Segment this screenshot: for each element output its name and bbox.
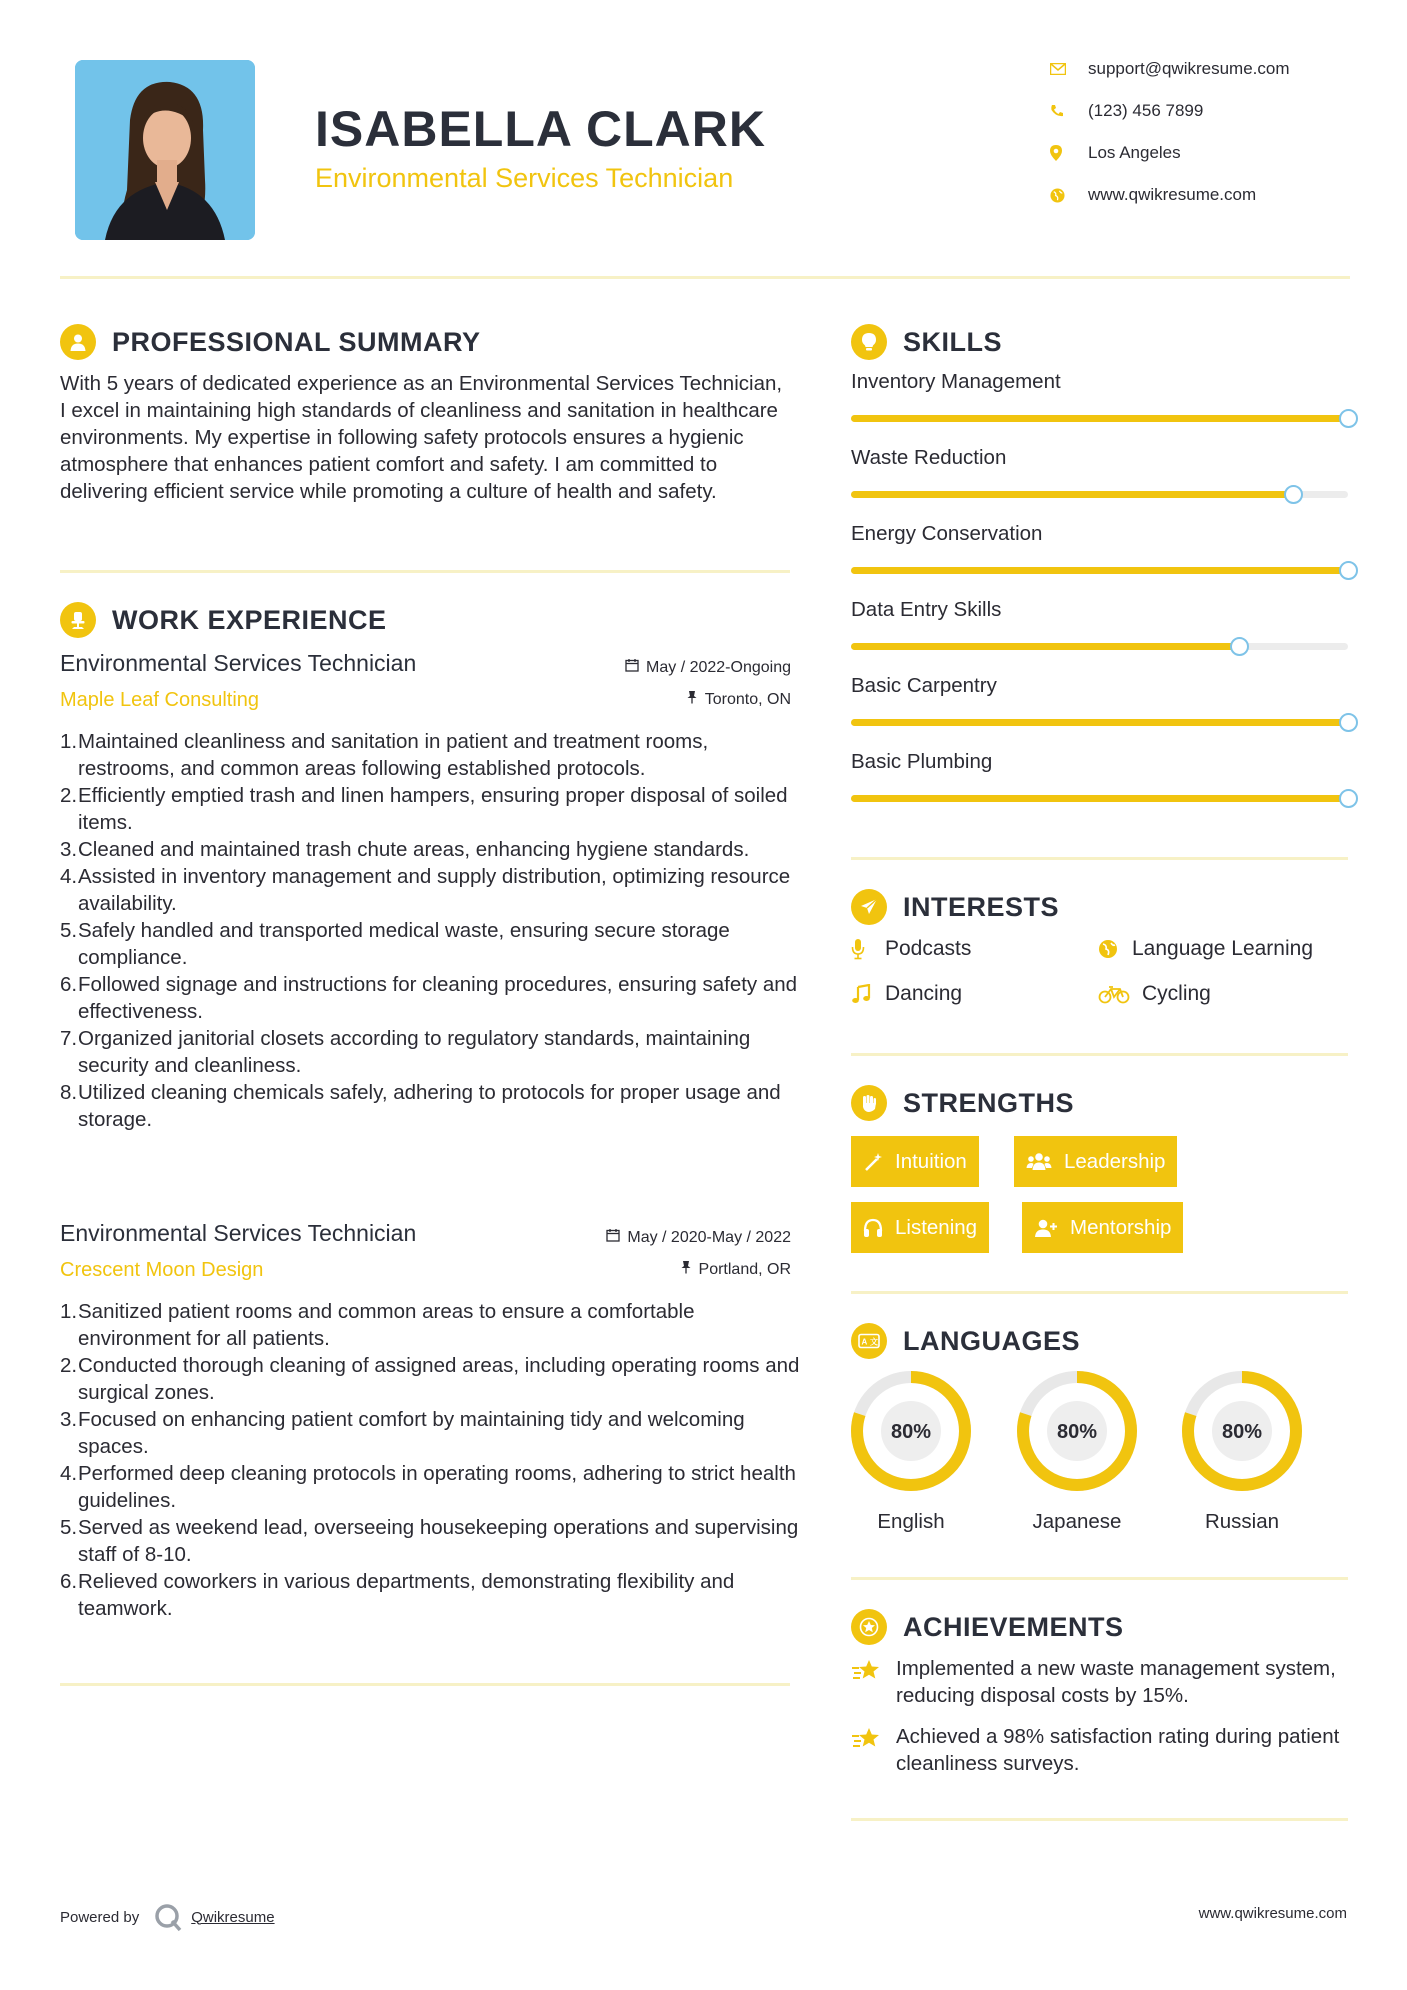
interests-divider — [851, 1053, 1348, 1056]
contact-email-text: support@qwikresume.com — [1088, 59, 1290, 78]
job-title: Environmental Services Technician — [60, 1220, 417, 1246]
microphone-icon — [851, 938, 879, 960]
strength-chip — [851, 1136, 979, 1187]
duty-number: 2. — [60, 784, 78, 807]
duty-number: 7. — [60, 1027, 78, 1050]
job-duty-item — [60, 863, 800, 917]
shooting-star-icon — [851, 1723, 896, 1777]
music-note-icon — [851, 984, 879, 1004]
skill-level-fill — [851, 643, 1239, 650]
powered-by-text: Powered by — [60, 1908, 140, 1926]
qwikresume-link[interactable]: Qwikresume — [191, 1908, 275, 1926]
contact-phone[interactable] — [1050, 99, 1370, 123]
strengths-heading-text: STRENGTHS — [903, 1087, 1075, 1118]
job-duty-item — [60, 1352, 800, 1406]
skill-name: Data Entry Skills — [851, 598, 1002, 621]
job-duty-item — [60, 782, 800, 836]
language-percent: 80% — [1221, 1421, 1263, 1443]
job-company: Maple Leaf Consulting — [60, 689, 260, 711]
skill-name: Energy Conservation — [851, 522, 1043, 545]
interest-item — [851, 935, 971, 963]
footer-website[interactable]: www.qwikresume.com — [1198, 1905, 1347, 1922]
skill-name: Basic Plumbing — [851, 750, 993, 773]
envelope-icon — [1050, 63, 1088, 75]
skill-level-bar — [851, 567, 1348, 574]
office-chair-icon — [60, 602, 96, 638]
language-percent: 80% — [1056, 1421, 1098, 1443]
skill-level-fill — [851, 415, 1348, 422]
skill-level-bar — [851, 491, 1348, 498]
interest-item — [851, 980, 962, 1008]
skill-name: Waste Reduction — [851, 446, 1007, 469]
duty-number: 1. — [60, 1300, 78, 1323]
duty-number: 3. — [60, 1408, 78, 1431]
job-dates — [625, 658, 791, 677]
skill-level-knob — [1284, 485, 1303, 504]
language-ring — [850, 1370, 972, 1492]
skill-name: Inventory Management — [851, 370, 1061, 393]
achievements-heading-text: ACHIEVEMENTS — [903, 1611, 1124, 1642]
duty-number: 6. — [60, 1570, 78, 1593]
shooting-star-icon — [851, 1655, 896, 1709]
duty-text: Performed deep cleaning protocols in operating rooms, adhering to strict health guidelines. — [78, 1462, 796, 1512]
skill-name: Basic Carpentry — [851, 674, 997, 697]
duty-number: 4. — [60, 865, 78, 888]
bicycle-icon — [1098, 984, 1136, 1004]
language-name: Russian — [1204, 1510, 1280, 1533]
star-badge-icon — [851, 1609, 887, 1645]
contact-email[interactable] — [1050, 57, 1370, 81]
headphones-icon — [863, 1218, 883, 1238]
language-card-icon — [851, 1323, 887, 1359]
users-icon — [1026, 1152, 1052, 1172]
duty-number: 4. — [60, 1462, 78, 1485]
qwikresume-logo-icon — [153, 1902, 183, 1932]
achievement-text: Implemented a new waste management system, reducing disposal costs by 15%. — [896, 1657, 1336, 1707]
duty-text: Organized janitorial closets according to regulatory standards, maintaining security and cleanliness. — [78, 1027, 751, 1077]
skill-level-fill — [851, 567, 1348, 574]
pushpin-icon — [680, 1260, 692, 1279]
strength-chip — [1014, 1136, 1177, 1187]
job-title: Environmental Services Technician — [60, 650, 417, 676]
job-duty-item — [60, 1568, 800, 1622]
contact-phone-text: (123) 456 7899 — [1088, 101, 1204, 120]
language-ring — [1016, 1370, 1138, 1492]
candidate-title: Environmental Services Technician — [315, 163, 734, 193]
duty-text: Assisted in inventory management and supply distribution, optimizing resource availability. — [78, 865, 791, 915]
strength-chip — [1022, 1202, 1183, 1253]
experience-heading-text: WORK EXPERIENCE — [112, 604, 387, 635]
job-duty-item — [60, 1079, 800, 1133]
pushpin-icon — [686, 690, 698, 709]
contact-location — [1050, 141, 1370, 165]
interest-item — [1098, 980, 1211, 1008]
skill-level-fill — [851, 491, 1293, 498]
job-duty-item — [60, 1460, 800, 1514]
calendar-icon — [606, 1228, 620, 1247]
job-duty-item — [60, 971, 800, 1025]
skills-heading-text: SKILLS — [903, 326, 1003, 357]
strength-label: Listening — [895, 1215, 978, 1239]
duty-number: 6. — [60, 973, 78, 996]
phone-icon — [1050, 104, 1088, 118]
duty-text: Safely handled and transported medical waste, ensuring secure storage compliance. — [78, 919, 730, 969]
contact-website[interactable] — [1050, 183, 1370, 207]
globe-icon — [1098, 939, 1126, 959]
duty-number: 3. — [60, 838, 78, 861]
interests-heading — [851, 887, 1059, 927]
skills-divider — [851, 857, 1348, 860]
duty-text: Conducted thorough cleaning of assigned areas, including operating rooms and surgical zones. — [78, 1354, 800, 1404]
skill-level-knob — [1339, 409, 1358, 428]
languages-heading — [851, 1321, 1080, 1361]
job-duty-item — [60, 728, 800, 782]
skill-level-knob — [1339, 789, 1358, 808]
skill-level-bar — [851, 415, 1348, 422]
job-dates-text: May / 2022-Ongoing — [646, 658, 791, 676]
header-divider — [60, 276, 1350, 279]
language-percent: 80% — [890, 1421, 932, 1443]
duty-text: Served as weekend lead, overseeing housekeeping operations and supervising staff of 8-10. — [78, 1516, 799, 1566]
languages-heading-text: LANGUAGES — [903, 1325, 1081, 1356]
job-duty-item — [60, 1298, 800, 1352]
user-plus-icon — [1034, 1218, 1058, 1238]
strength-chip — [851, 1202, 989, 1253]
candidate-name: ISABELLA CLARK — [315, 101, 767, 157]
skill-level-knob — [1230, 637, 1249, 656]
duty-text: Efficiently emptied trash and linen hampers, ensuring proper disposal of soiled items. — [78, 784, 788, 834]
job-duty-item — [60, 1514, 800, 1568]
paper-plane-icon — [851, 889, 887, 925]
magic-wand-icon — [863, 1152, 883, 1172]
job-company: Crescent Moon Design — [60, 1259, 264, 1281]
footer-powered-by — [60, 1902, 275, 1932]
map-pin-icon — [1050, 145, 1088, 161]
user-icon — [60, 324, 96, 360]
job-dates — [606, 1228, 791, 1247]
calendar-icon — [625, 658, 639, 677]
job-location — [680, 1260, 791, 1279]
languages-divider — [851, 1577, 1348, 1580]
globe-icon — [1050, 188, 1088, 203]
achievements-divider — [851, 1818, 1348, 1821]
duty-number: 5. — [60, 1516, 78, 1539]
job-location — [686, 690, 791, 709]
skill-level-bar — [851, 795, 1348, 802]
skill-level-knob — [1339, 561, 1358, 580]
fist-icon — [851, 1085, 887, 1121]
language-name: English — [877, 1510, 945, 1533]
duty-text: Maintained cleanliness and sanitation in patient and treatment rooms, restrooms, and common areas following established protocols. — [78, 730, 709, 780]
strength-label: Mentorship — [1070, 1215, 1172, 1239]
contact-website-text: www.qwikresume.com — [1088, 185, 1257, 204]
achievement-item — [851, 1723, 1351, 1777]
interests-heading-text: INTERESTS — [903, 891, 1060, 922]
interest-label: Podcasts — [885, 937, 972, 960]
summary-text: With 5 years of dedicated experience as an Environmental Services Technician, I excel in maintaining high standards of cleanliness and sanitation in healthcare environments. My expertise in following safety protocols ensures a hygienic atmosphere that enhances patient comfort and safety. I am committed to delivering efficient service while promoting a culture of health and safety. — [60, 372, 783, 503]
interest-label: Cycling — [1142, 982, 1211, 1005]
strength-label: Intuition — [895, 1149, 967, 1173]
job-duties-list — [60, 1298, 800, 1622]
job-location-text: Portland, OR — [698, 1260, 791, 1278]
lightbulb-icon — [851, 324, 887, 360]
experience-heading — [60, 600, 387, 640]
job-duty-item — [60, 917, 800, 971]
skill-level-fill — [851, 719, 1348, 726]
strength-label: Leadership — [1064, 1149, 1166, 1173]
duty-text: Utilized cleaning chemicals safely, adhering to protocols for proper usage and storage. — [78, 1081, 781, 1131]
contact-location-text: Los Angeles — [1088, 143, 1181, 162]
summary-divider — [60, 570, 790, 573]
duty-text: Sanitized patient rooms and common areas to ensure a comfortable environment for all patients. — [78, 1300, 695, 1350]
skills-heading — [851, 322, 1002, 362]
summary-heading — [60, 322, 481, 362]
svg-text:文: 文 — [870, 1337, 878, 1347]
profile-photo — [75, 60, 255, 240]
job-duty-item — [60, 1025, 800, 1079]
skill-level-fill — [851, 795, 1348, 802]
duty-text: Followed signage and instructions for cleaning procedures, ensuring safety and effectiveness. — [78, 973, 798, 1023]
skill-level-knob — [1339, 713, 1358, 732]
interest-label: Dancing — [885, 982, 963, 1005]
achievement-item — [851, 1655, 1351, 1709]
duty-text: Cleaned and maintained trash chute areas, enhancing hygiene standards. — [78, 838, 750, 861]
language-name: Japanese — [1032, 1510, 1122, 1533]
duty-text: Relieved coworkers in various departments, demonstrating flexibility and teamwork. — [78, 1570, 735, 1620]
duty-number: 2. — [60, 1354, 78, 1377]
interest-item — [1098, 935, 1313, 963]
skill-level-bar — [851, 643, 1348, 650]
achievements-heading — [851, 1607, 1124, 1647]
duty-text: Focused on enhancing patient comfort by maintaining tidy and welcoming spaces. — [78, 1408, 745, 1458]
experience-divider — [60, 1683, 790, 1686]
job-duty-item — [60, 1406, 800, 1460]
job-dates-text: May / 2020-May / 2022 — [627, 1228, 791, 1246]
duty-number: 5. — [60, 919, 78, 942]
job-location-text: Toronto, ON — [704, 690, 791, 708]
skill-level-bar — [851, 719, 1348, 726]
summary-heading-text: PROFESSIONAL SUMMARY — [112, 326, 481, 357]
strengths-divider — [851, 1291, 1348, 1294]
job-duty-item — [60, 836, 800, 863]
svg-text:A: A — [861, 1337, 868, 1347]
strengths-heading — [851, 1083, 1074, 1123]
duty-number: 1. — [60, 730, 78, 753]
language-ring — [1181, 1370, 1303, 1492]
duty-number: 8. — [60, 1081, 78, 1104]
job-duties-list — [60, 728, 800, 1133]
achievement-text: Achieved a 98% satisfaction rating during patient cleanliness surveys. — [896, 1725, 1340, 1775]
interest-label: Language Learning — [1132, 937, 1314, 960]
